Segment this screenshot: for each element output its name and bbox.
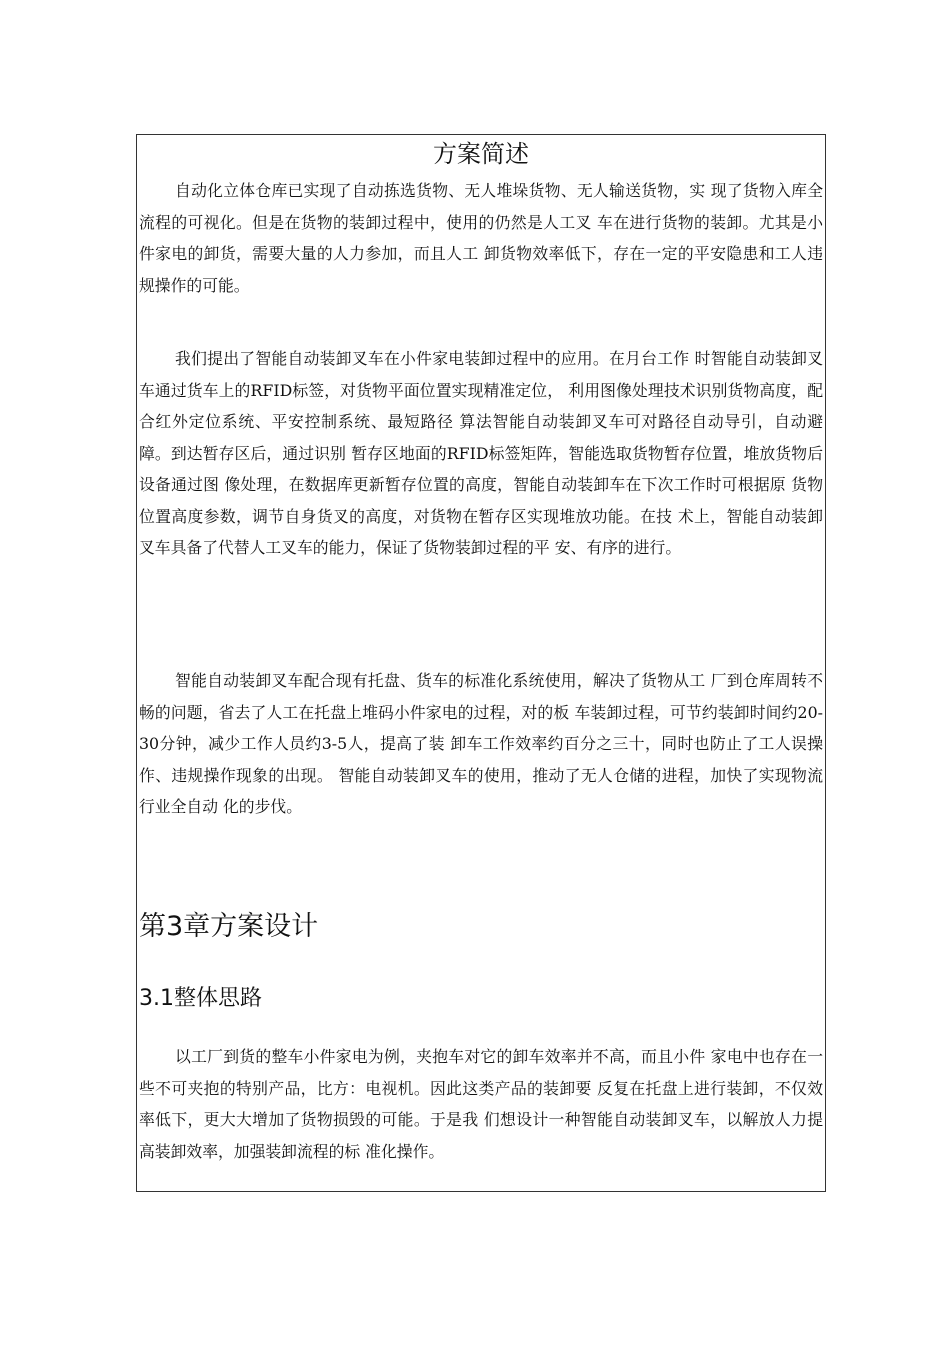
paragraph-1: 自动化立体仓库已实现了自动拣选货物、无人堆垛货物、无人输送货物，实 现了货物入库全流程的可视化。但是在货物的装卸过程中，使用的仍然是人工叉 车在进行货物的装卸。尤其是小件家电的卸货，需要大量的人力参加，而且人工 卸货物效率低下，存在一定的平安隐患和工人违规操作的可能。 [139,181,823,295]
paragraph-4: 以工厂到货的整车小件家电为例，夹抱车对它的卸车效率并不高，而且小件 家电中也存在一些不可夹抱的特别产品，比方：电视机。因此这类产品的装卸要 反复在托盘上进行装卸，不仅效率低下，更大大增加了货物损毁的可能。于是我 们想设计一种智能自动装卸叉车，以解放人力提高装卸效率，加强装卸流程的标 准化操作。 [139,1047,823,1161]
chapter-heading: 第3章方案设计 [139,911,319,942]
paragraph-3: 智能自动装卸叉车配合现有托盘、货车的标准化系统使用，解决了货物从工 厂到仓库周转不畅的问题，省去了人工在托盘上堆码小件家电的过程，对的板 车装卸过程，可节约装卸时间约20-30分钟，减少工作人员约3-5人，提高了装 卸车工作效率约百分之三十，同时也防止了工人误操作、违规操作现象的出现。 智能自动装卸叉车的使用，推动了无人仓储的进程，加快了实现物流行业全自动 化的步伐。 [139,671,823,816]
paragraph-2: 我们提出了智能自动装卸叉车在小件家电装卸过程中的应用。在月台工作 时智能自动装卸叉车通过货车上的RFID标签，对货物平面位置实现精准定位， 利用图像处理技术识别货物高度，配合红外定位系统、平安控制系统、最短路径 算法智能自动装卸叉车可对路径自动导引，自动避障。到达暂存区后，通过识别 暂存区地面的RFID标签矩阵，智能选取货物暂存位置，堆放货物后设备通过图 像处理，在数据库更新暂存位置的高度，智能自动装卸车在下次工作时可根据原 货物位置高度参数，调节自身货叉的高度，对货物在暂存区实现堆放功能。在技 术上，智能自动装卸叉车具备了代替人工叉车的能力，保证了货物装卸过程的平 安、有序的进行。 [139,349,823,557]
content-frame [136,134,826,1192]
section-title: 方案简述 [433,140,529,168]
subsection-heading: 3.1整体思路 [139,986,262,1011]
